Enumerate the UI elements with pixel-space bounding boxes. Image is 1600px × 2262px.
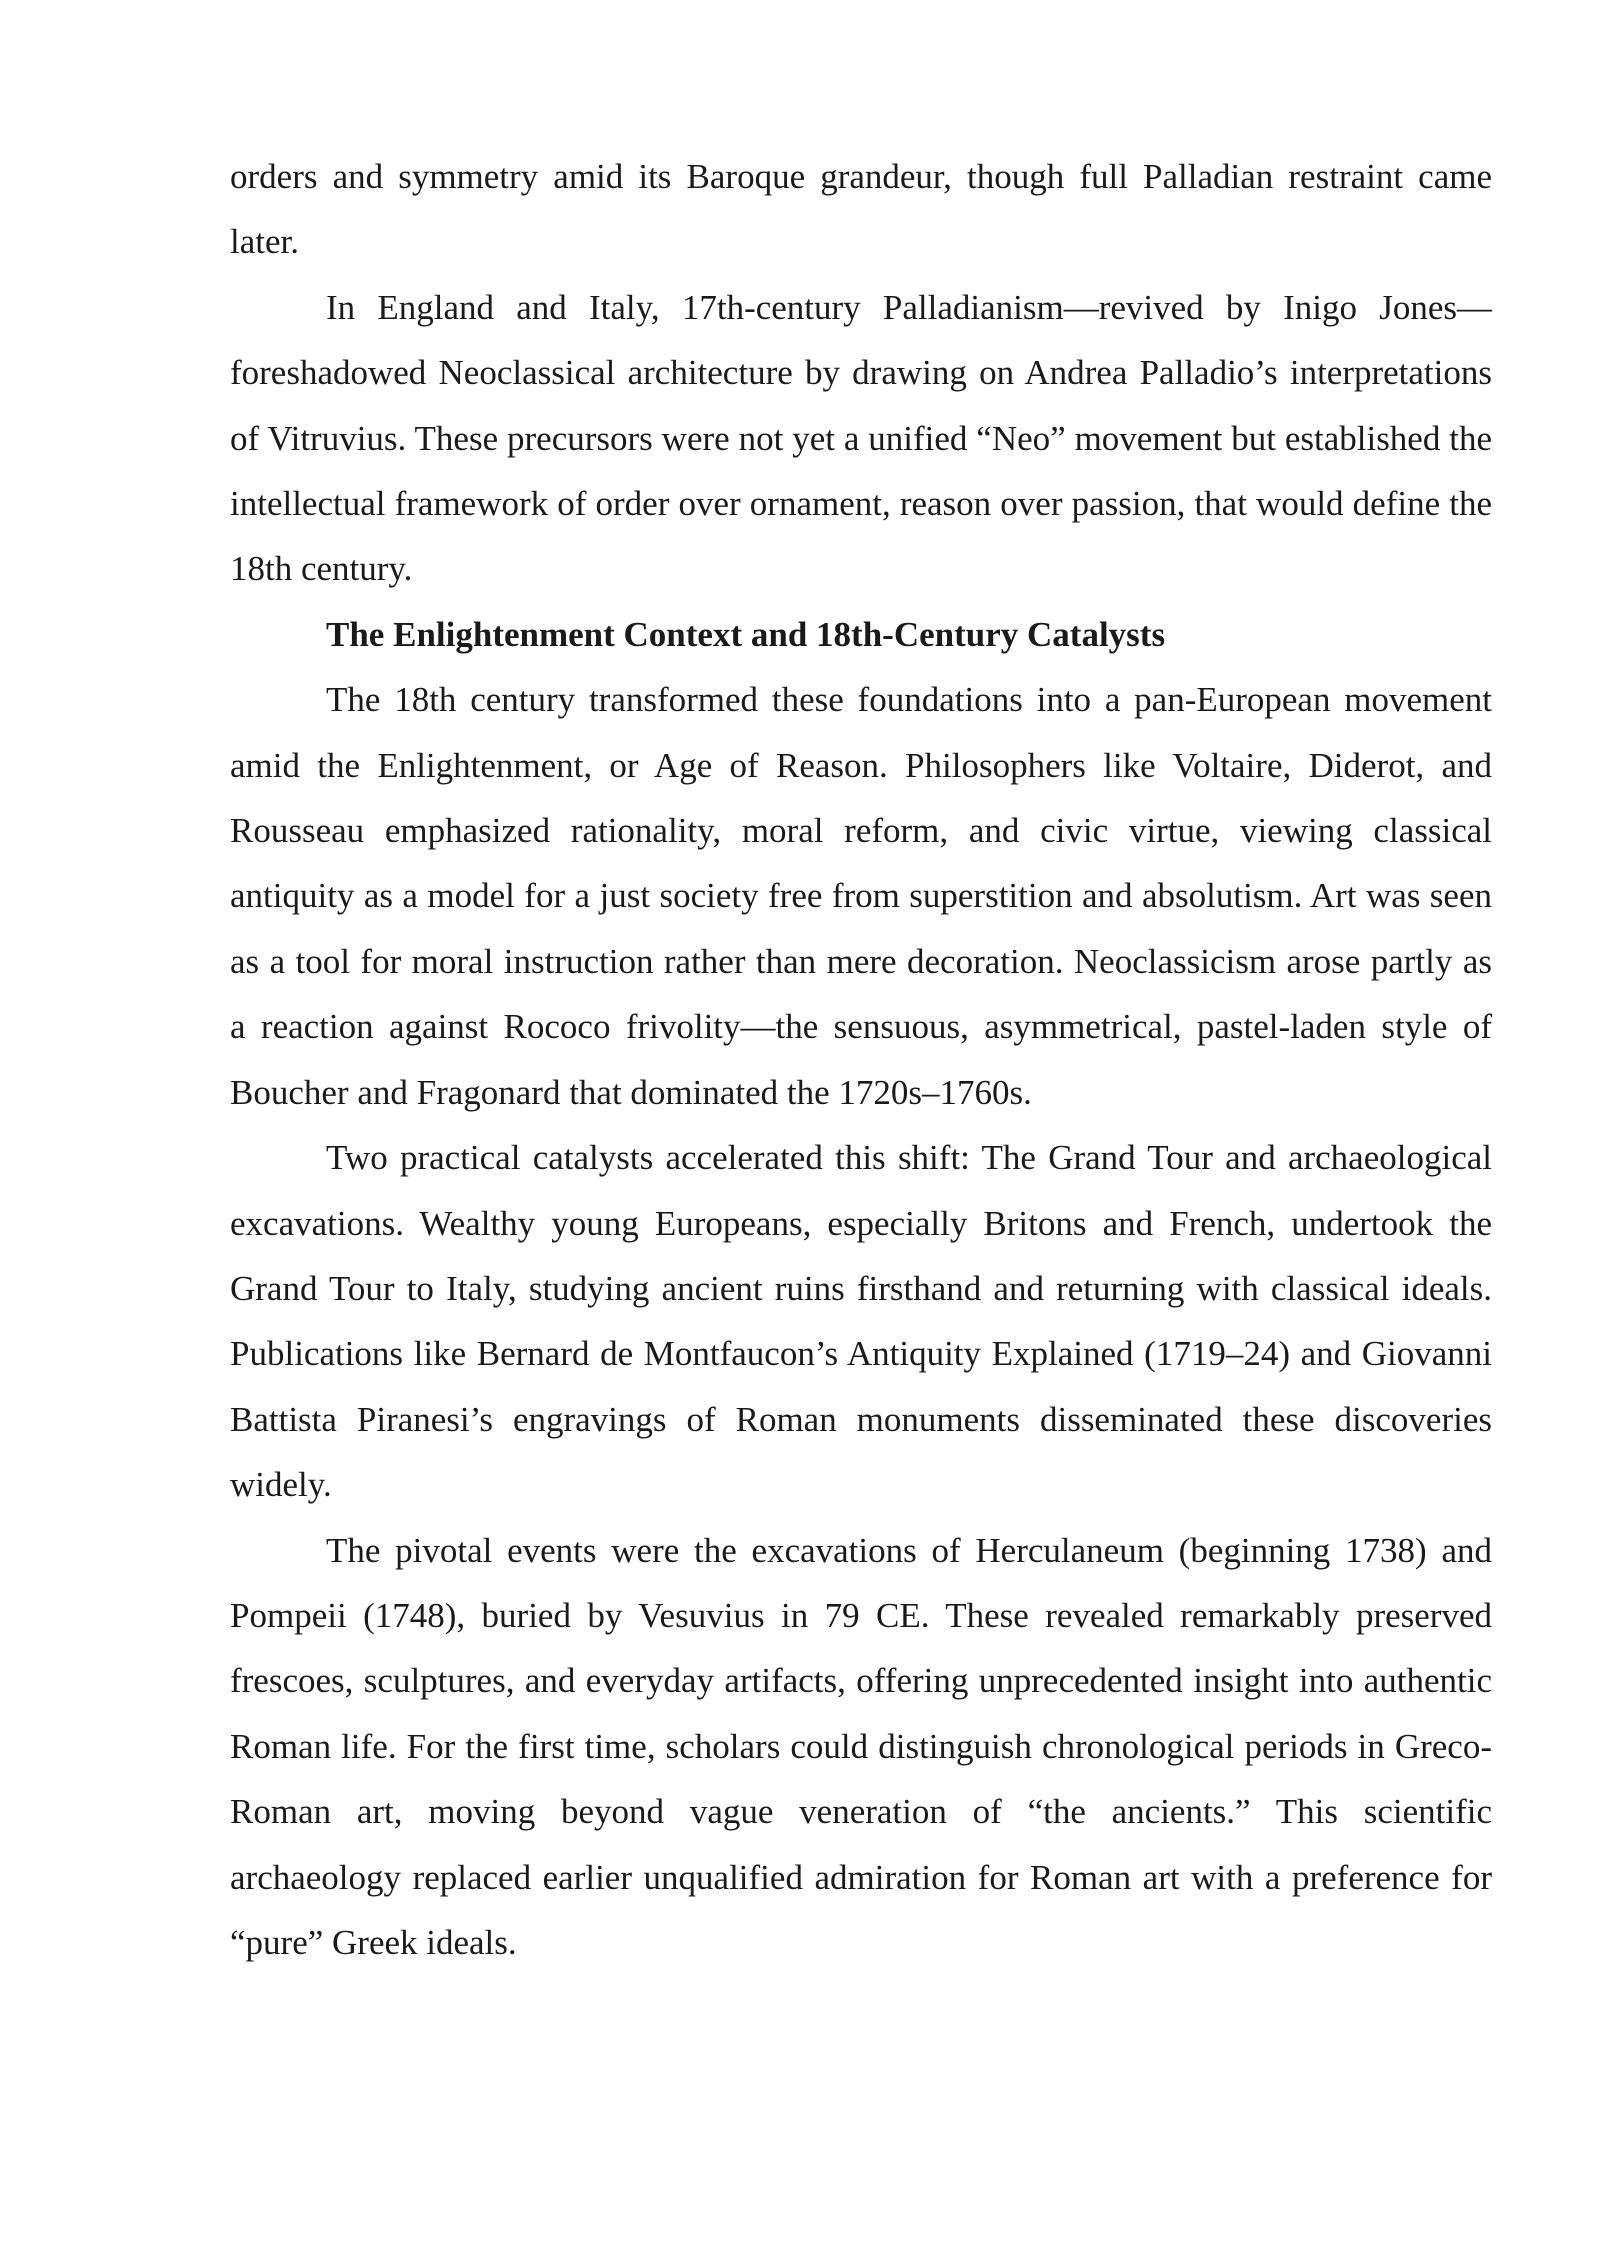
- paragraph-excavations: The pivotal events were the excavations of Herculaneum (beginning 1738) and Pompeii (1748), buried by Vesuvius in 79 CE. These revealed remarkably preserved frescoes, sculptures, and everyday artifacts, offering unprecedented insight into authentic Roman life. For the first time, scholars could distinguish chronological periods in Greco-Roman art, moving beyond vague veneration of “the ancients.” This scientific archaeology replaced earlier unqualified admiration for Roman art with a preference for “pure” Greek ideals.: [230, 1530, 1492, 1962]
- section-heading: The Enlightenment Context and 18th-Century Catalysts: [326, 614, 1166, 654]
- paragraph-enlightenment: The 18th century transformed these foundations into a pan-European movement amid the Enlightenment, or Age of Reason. Philosophers like Voltaire, Diderot, and Rousseau emphasized rationality, moral reform, and civic virtue, viewing classical antiquity as a model for a just society free from superstition and absolutism. Art was seen as a tool for moral instruction rather than mere decoration. Neoclassicism arose partly as a reaction against Rococo frivolity—the sensuous, asymmetrical, pastel-laden style of Boucher and Fragonard that dominated the 1720s–1760s.: [230, 680, 1492, 1112]
- paragraph-grand-tour: Two practical catalysts accelerated this shift: The Grand Tour and archaeological excavations. Wealthy young Europeans, especially Britons and French, undertook the Grand Tour to Italy, studying ancient ruins firsthand and returning with classical ideals. Publications like Bernard de Montfaucon’s Antiquity Explained (1719–24) and Giovanni Battista Piranesi’s engravings of Roman monuments disseminated these discoveries widely.: [230, 1138, 1492, 1505]
- paragraph-palladianism: In England and Italy, 17th-century Palladianism—revived by Inigo Jones—foreshadowed Neoclassical architecture by drawing on Andrea Palladio’s interpretations of Vitruvius. These precursors were not yet a unified “Neo” movement but established the intellectual framework of order over ornament, reason over passion, that would define the 18th century.: [230, 287, 1492, 589]
- body-text: [230, 144, 1492, 1975]
- paragraph-continued: orders and symmetry amid its Baroque grandeur, though full Palladian restraint came later.: [230, 157, 1492, 262]
